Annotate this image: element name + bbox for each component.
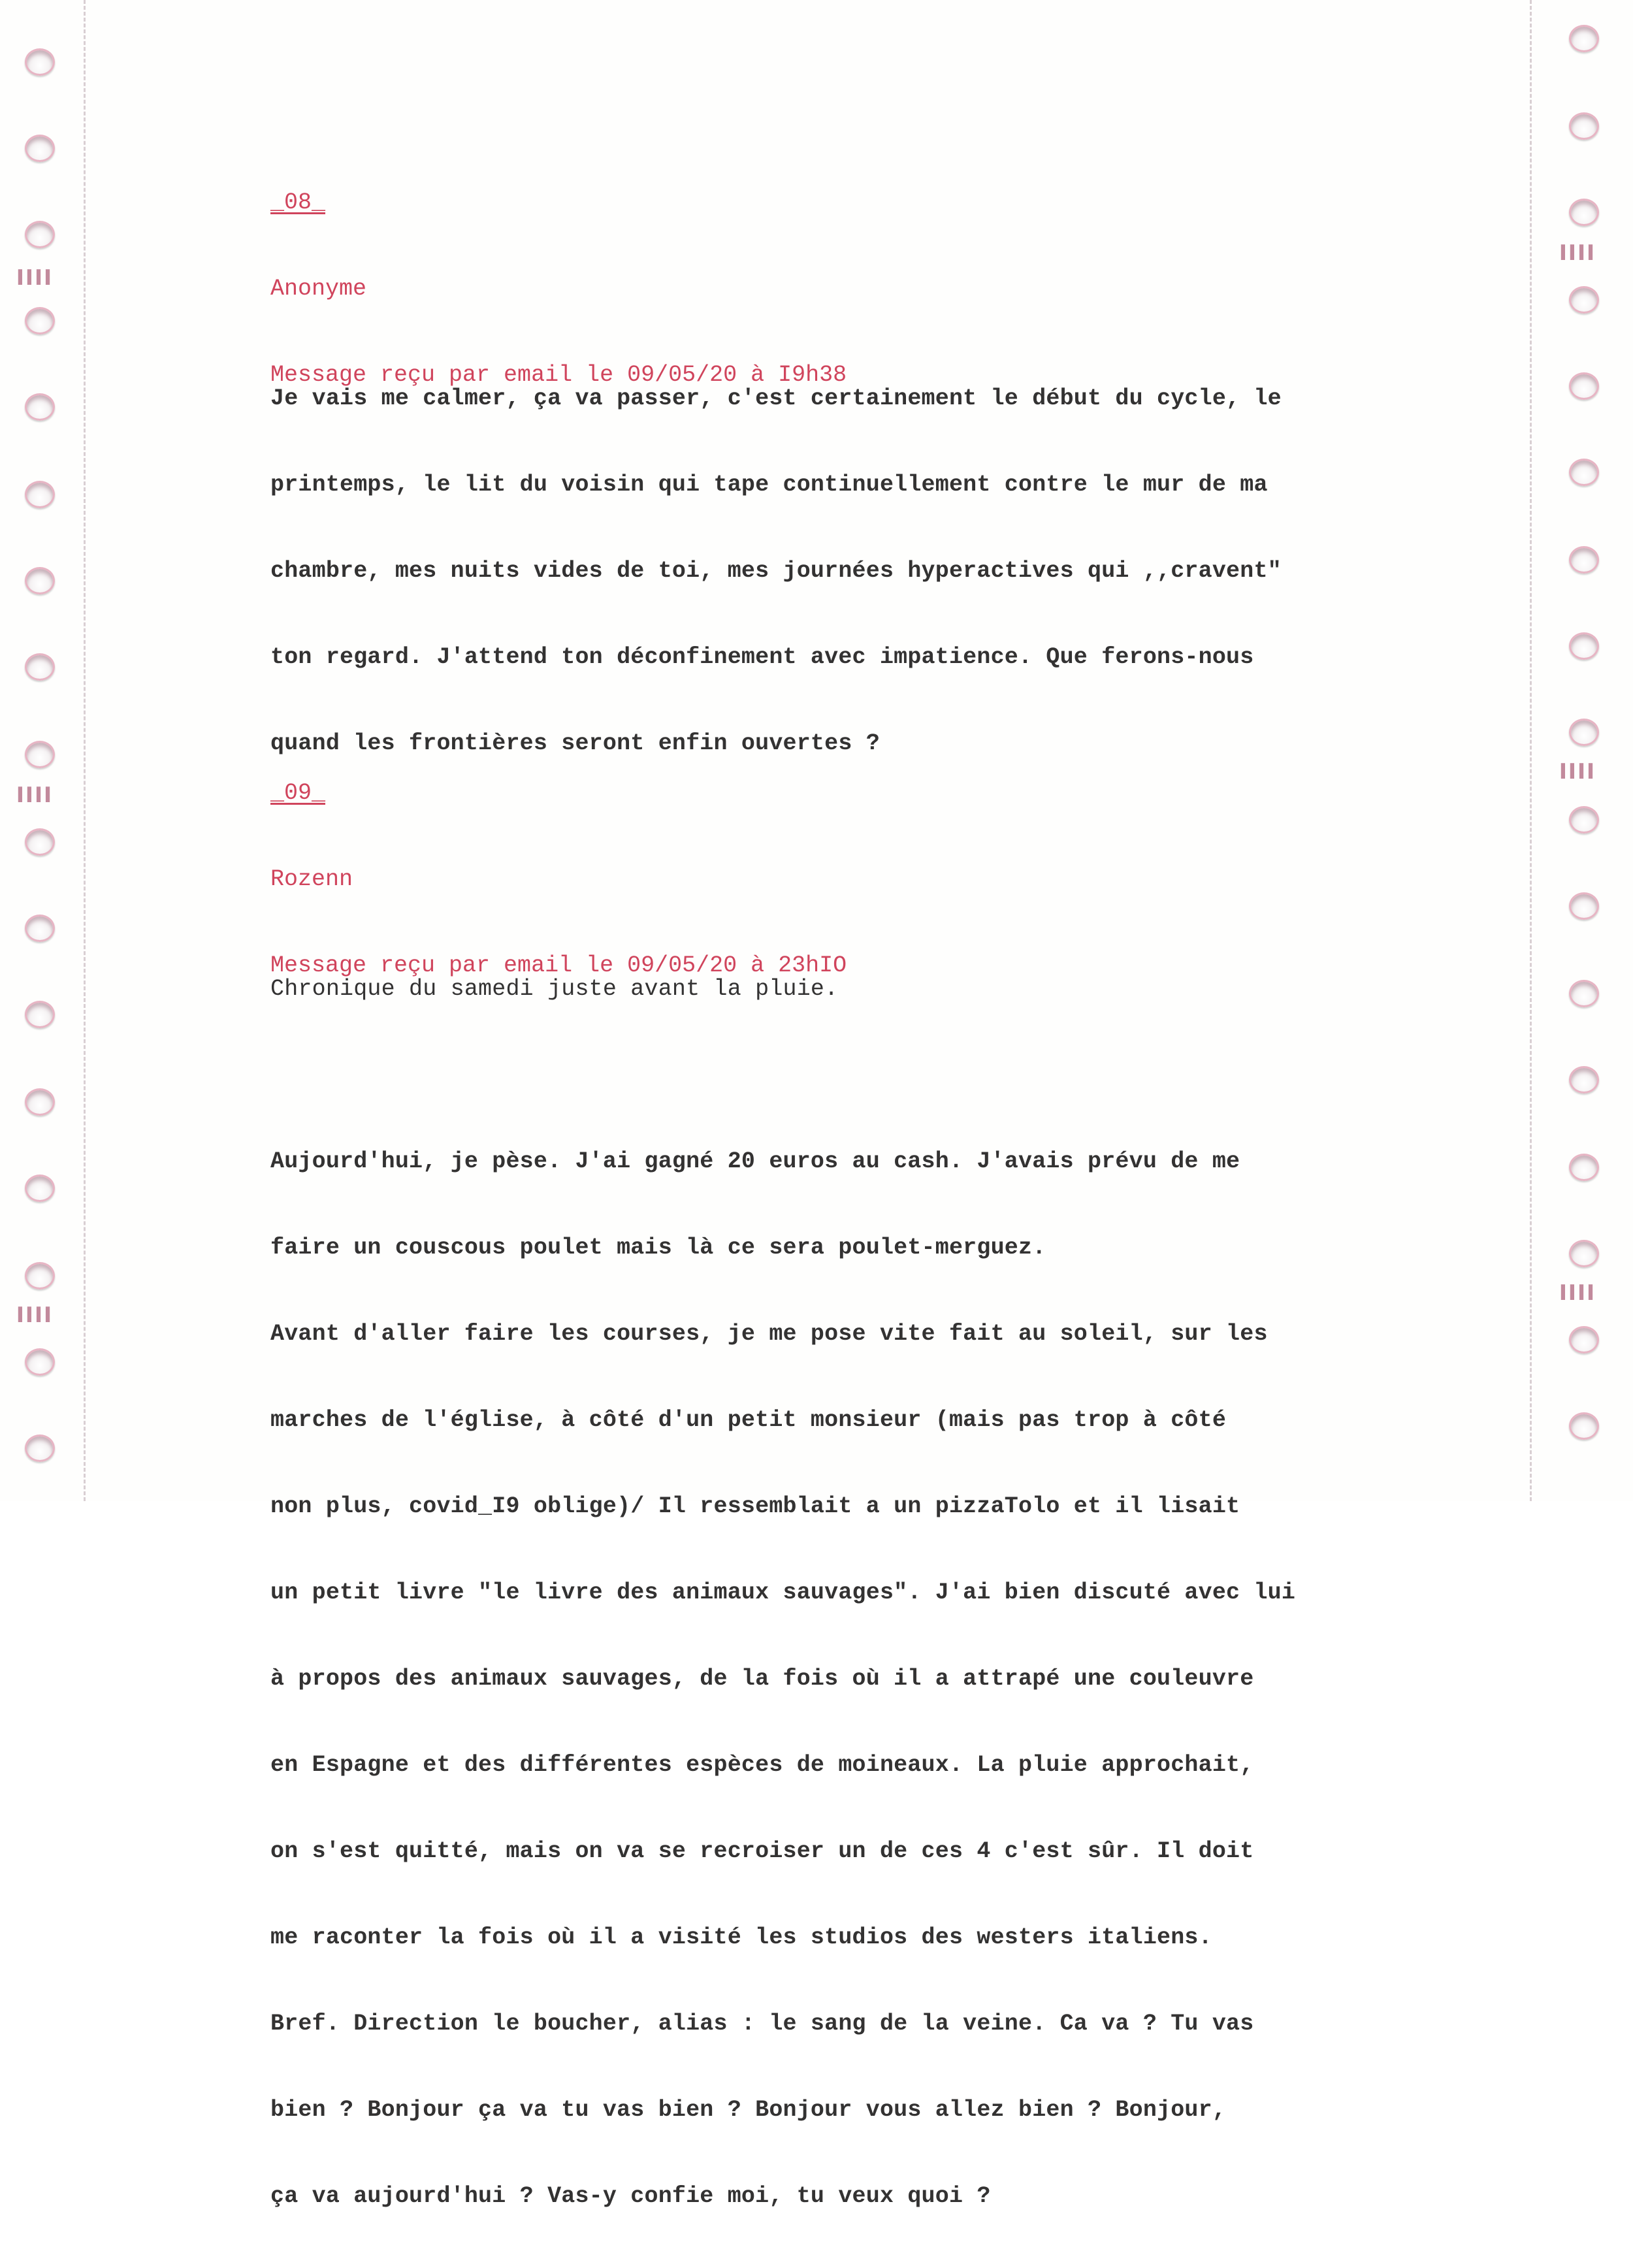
perforation-hole xyxy=(25,567,55,594)
perforation-hole xyxy=(25,307,55,334)
message-author: Anonyme xyxy=(270,276,367,302)
perforation-hole xyxy=(25,1088,55,1116)
body-line: marches de l'église, à côté d'un petit monsieur (mais pas trop à côté xyxy=(270,1407,1227,1433)
perforation-hole xyxy=(25,221,55,248)
tear-mark: ▌▌▌▌ xyxy=(18,269,56,285)
tear-mark: ▌▌▌▌ xyxy=(18,1306,56,1322)
body-line: ça va aujourd'hui ? Vas-y confie moi, tu veux quoi ? xyxy=(270,2183,991,2209)
body-line: chambre, mes nuits vides de toi, mes journées hyperactives qui ,,cravent" xyxy=(270,558,1282,584)
perforation-hole xyxy=(1569,199,1599,226)
body-line: Aujourd'hui, je pèse. J'ai gagné 20 euros au cash. J'avais prévu de me xyxy=(270,1148,1240,1174)
perforation-hole xyxy=(25,481,55,508)
message-number: _09_ xyxy=(270,780,326,806)
tear-mark: ▌▌▌▌ xyxy=(1561,1284,1598,1300)
body-line: Avant d'aller faire les courses, je me pose vite fait au soleil, sur les xyxy=(270,1321,1268,1347)
tear-mark: ▌▌▌▌ xyxy=(1561,244,1598,260)
body-line: non plus, covid_I9 oblige)/ Il ressemblait a un pizzaTolo et il lisait xyxy=(270,1493,1240,1519)
body-line: un petit livre "le livre des animaux sauvages". J'ai bien discuté avec lui xyxy=(270,1580,1296,1606)
message-meta: Message reçu par email le 09/05/20 à 23hIO xyxy=(270,952,847,979)
paragraph-gap xyxy=(270,1061,1295,1090)
perforation-hole xyxy=(1569,1326,1599,1353)
tear-mark: ▌▌▌▌ xyxy=(1561,763,1598,779)
perforation-hole xyxy=(25,915,55,942)
perforation-hole xyxy=(1569,546,1599,574)
perforation-hole xyxy=(1569,632,1599,660)
perforation-hole xyxy=(25,48,55,76)
perforation-hole xyxy=(1569,1154,1599,1181)
perforation-hole xyxy=(1569,1412,1599,1440)
perforation-hole xyxy=(25,828,55,856)
perforation-hole xyxy=(1569,1240,1599,1267)
body-line: à propos des animaux sauvages, de la fois où il a attrapé une couleuvre xyxy=(270,1666,1254,1692)
body-line: printemps, le lit du voisin qui tape continuellement contre le mur de ma xyxy=(270,472,1268,498)
perforation-hole xyxy=(1569,980,1599,1007)
perforation-hole xyxy=(25,135,55,162)
right-perforation-strip xyxy=(1542,0,1626,1501)
perforation-hole xyxy=(1569,25,1599,52)
perforation-hole xyxy=(25,1174,55,1202)
body-line: bien ? Bonjour ça va tu vas bien ? Bonjour vous allez bien ? Bonjour, xyxy=(270,2097,1227,2123)
perforation-hole xyxy=(25,653,55,681)
perforation-hole xyxy=(1569,719,1599,746)
tear-mark: ▌▌▌▌ xyxy=(18,786,56,802)
perforation-hole xyxy=(25,1434,55,1462)
body-line: me raconter la fois où il a visité les studios des westers italiens. xyxy=(270,1924,1212,1951)
perforation-hole xyxy=(1569,286,1599,314)
message-09-body xyxy=(270,917,1295,2268)
body-line: on s'est quitté, mais on va se recroiser un de ces 4 c'est sûr. Il doit xyxy=(270,1838,1254,1864)
perforation-hole xyxy=(25,393,55,421)
right-tear-line xyxy=(1530,0,1532,1501)
perforation-hole xyxy=(1569,806,1599,834)
perforation-hole xyxy=(1569,892,1599,920)
chronicle-title: Chronique du samedi juste avant la pluie. xyxy=(270,976,839,1002)
perforation-hole xyxy=(25,741,55,768)
body-line: Je vais me calmer, ça va passer, c'est certainement le début du cycle, le xyxy=(270,385,1282,412)
perforation-hole xyxy=(25,1348,55,1376)
body-line: ton regard. J'attend ton déconfinement avec impatience. Que ferons-nous xyxy=(270,644,1254,670)
perforation-hole xyxy=(1569,459,1599,486)
perforation-hole xyxy=(1569,112,1599,140)
body-line: en Espagne et des différentes espèces de moineaux. La pluie approchait, xyxy=(270,1752,1254,1778)
message-author: Rozenn xyxy=(270,866,353,892)
message-number: _08_ xyxy=(270,189,326,216)
body-line: quand les frontières seront enfin ouvertes ? xyxy=(270,730,880,756)
perforation-hole xyxy=(1569,372,1599,400)
perforation-hole xyxy=(25,1001,55,1028)
body-line: faire un couscous poulet mais là ce sera poulet-merguez. xyxy=(270,1235,1046,1261)
left-perforation-strip xyxy=(0,0,85,1501)
perforation-hole xyxy=(25,1262,55,1289)
body-line: Bref. Direction le boucher, alias : le sang de la veine. Ca va ? Tu vas xyxy=(270,2011,1254,2037)
perforation-hole xyxy=(1569,1066,1599,1094)
message-meta: Message reçu par email le 09/05/20 à I9h38 xyxy=(270,362,847,388)
left-tear-line xyxy=(84,0,86,1501)
